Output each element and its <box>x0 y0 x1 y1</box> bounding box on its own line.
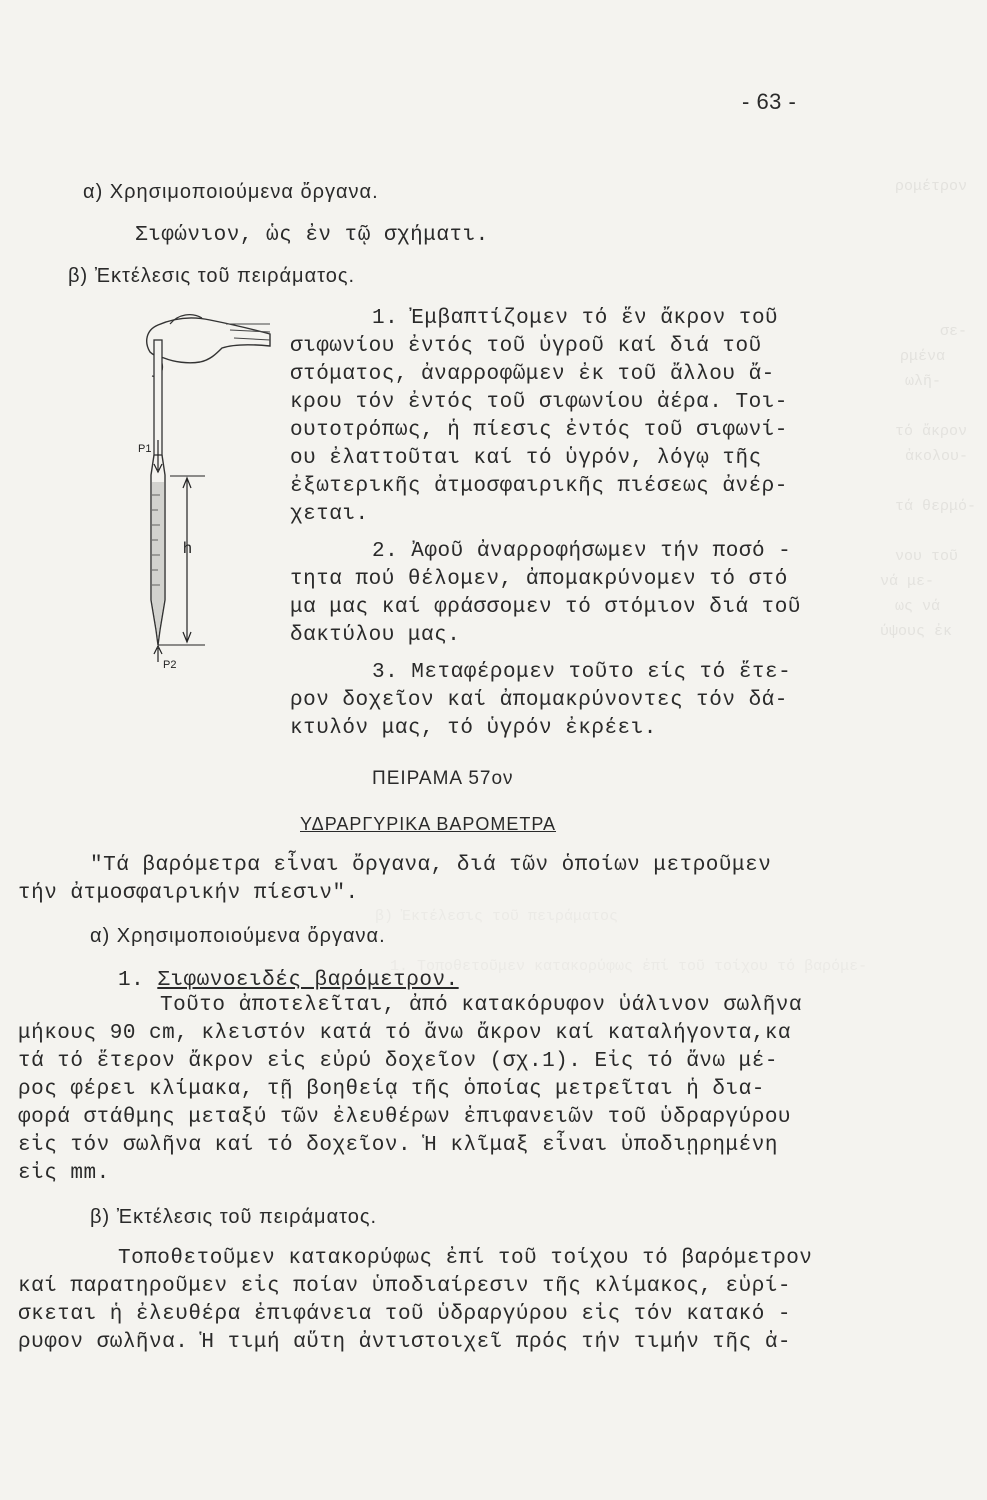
text-line: ρος φέρει κλίμακα, τῇ βοηθείᾳ τῆς ὁποίας μετρεῖται ἡ δια- <box>18 1078 765 1101</box>
text-line: χεται. <box>290 503 369 526</box>
text-line: τητα πού θέλομεν, ἀπομακρύνομεν τό στό <box>290 568 788 591</box>
text-line: 1. Ἐμβαπτίζομεν τό ἕν ἄκρον τοῦ <box>372 307 779 330</box>
text-line: μα μας καί φράσσομεν τό στόμιον διά τοῦ <box>290 596 801 619</box>
text-line: Τοποθετοῦμεν κατακορύφως ἐπί τοῦ τοίχου τό βαρόμετρον <box>118 1247 813 1270</box>
text-line: μήκους 90 cm, κλειστόν κατά τό ἄνω ἄκρον καί καταλήγοντα,κα <box>18 1022 792 1045</box>
text-line: 3. Μεταφέρομεν τοῦτο είς τό ἕτε- <box>372 661 792 684</box>
text-line: ρον δοχεῖον καί ἀπομακρύνοντες τόν δά- <box>290 689 788 712</box>
hand-illustration <box>147 318 270 363</box>
text-line: δακτύλου μας. <box>290 624 461 647</box>
bleed-line: ύψους ἐκ <box>880 623 953 640</box>
text-line: κτυλόν μας, τό ὑγρόν ἐκρέει. <box>290 717 657 740</box>
text-line: 2. Ἀφοῦ ἀναρροφήσωμεν τήν ποσό - <box>372 540 792 563</box>
text-line: ἐξωτερικῆς ἀτμοσφαιρικῆς πιέσεως ἀνέρ- <box>290 475 788 498</box>
text-line: εἰς mm. <box>18 1162 110 1185</box>
bleed-line: 1. Τοποθετοῦμεν κατακορύφως ἐπί τοῦ τοίχου τό βαρόμε- <box>390 958 868 975</box>
bleed-line: ως νά <box>895 598 941 615</box>
bleed-line: ἀκολου- <box>905 448 969 465</box>
bleed-line: β) Ἐκτέλεσις τοῦ πειράματος <box>375 908 619 925</box>
item-number: 1. <box>118 969 158 992</box>
section-a-heading: α) Χρησιμοποιούμενα ὄργανα. <box>83 181 379 203</box>
p1-label: P1 <box>138 443 152 455</box>
bleed-line: σε- <box>940 323 968 340</box>
item-1-heading <box>118 967 459 995</box>
text-line: ου ἐλαττοῦται καί τό ὑγρόν, λόγῳ τῆς <box>290 447 762 470</box>
text-line: ρυφον σωλῆνα. Ἡ τιμή αὕτη ἀντιστοιχεῖ πρός τήν τιμήν τῆς ἀ- <box>18 1331 792 1354</box>
h-label: h <box>183 540 192 557</box>
bleed-line: τό ἄκρον <box>895 423 968 440</box>
bleed-line: ρμένα <box>900 348 946 365</box>
bleed-line: ρομέτρον <box>895 178 968 195</box>
text-line: Τοῦτο ἀποτελεῖται, ἀπό κατακόρυφον ὑάλινον σωλῆνα <box>160 994 803 1017</box>
text-line: "Τά βαρόμετρα εἶναι ὄργανα, διά τῶν ὁποίων μετροῦμεν <box>90 854 772 877</box>
section-a-heading-2: α) Χρησιμοποιούμενα ὄργανα. <box>90 925 386 947</box>
text-line: σιφωνίου ἐντός τοῦ ὑγροῦ καί διά τοῦ <box>290 335 762 358</box>
bleed-line: ωλῆ- <box>905 373 942 390</box>
bleed-line: τά θερμό- <box>895 498 977 515</box>
text-line: εἰς τόν σωλῆνα καί τό δοχεῖον. Ἡ κλῖμαξ εἶναι ὑποδιῃρημένη <box>18 1134 778 1157</box>
text-line: κρου τόν ἐντός τοῦ σιφωνίου ἀέρα. Τοι- <box>290 391 788 414</box>
p2-label: P2 <box>163 659 177 671</box>
experiment-title: ΠΕΙΡΑΜΑ 57ον <box>372 768 514 789</box>
text-line: ουτοτρόπως, ἡ πίεσις ἐντός τοῦ σιφωνί- <box>290 419 788 442</box>
text-line: φορά στάθμης μεταξύ τῶν ἐλευθέρων ἐπιφανειῶν τοῦ ὑδραργύρου <box>18 1106 792 1129</box>
pipette-figure <box>130 300 290 685</box>
text-line: καί παρατηροῦμεν εἰς ποίαν ὑποδιαίρεσιν τῆς κλίμακος, εὑρί- <box>18 1275 792 1298</box>
bleed-line: νου τοῦ <box>895 548 959 565</box>
section-b-heading: β) Ἐκτέλεσις τοῦ πειράματος. <box>68 265 356 287</box>
pipette-tube <box>154 340 162 455</box>
page-number: - 63 - <box>742 89 797 114</box>
experiment-subtitle: ΥΔΡΑΡΓΥΡΙΚΑ ΒΑΡΟΜΕΤΡΑ <box>300 814 557 834</box>
instrument-description: Σιφώνιον, ὡς ἐν τῷ σχήματι. <box>135 224 489 247</box>
text-line: στόματος, ἀναρροφῶμεν ἐκ τοῦ ἄλλου ἄ- <box>290 363 775 386</box>
item-1-title: Σιφωνοειδές βαρόμετρον. <box>157 969 459 992</box>
text-line: τά τό ἕτερον ἄκρον εἰς εὐρύ δοχεῖον (σχ.1). Εἰς τό ἄνω μέ- <box>18 1050 778 1073</box>
text-line: σκεται ἡ ἐλευθέρα ἐπιφάνεια τοῦ ὑδραργύρου εἰς τόν κατακό - <box>18 1303 792 1326</box>
bleed-line: νά με- <box>880 573 935 590</box>
text-line: τήν ἀτμοσφαιρικήν πίεσιν". <box>18 882 359 905</box>
section-b-heading-2: β) Ἐκτέλεσις τοῦ πειράματος. <box>90 1206 378 1228</box>
